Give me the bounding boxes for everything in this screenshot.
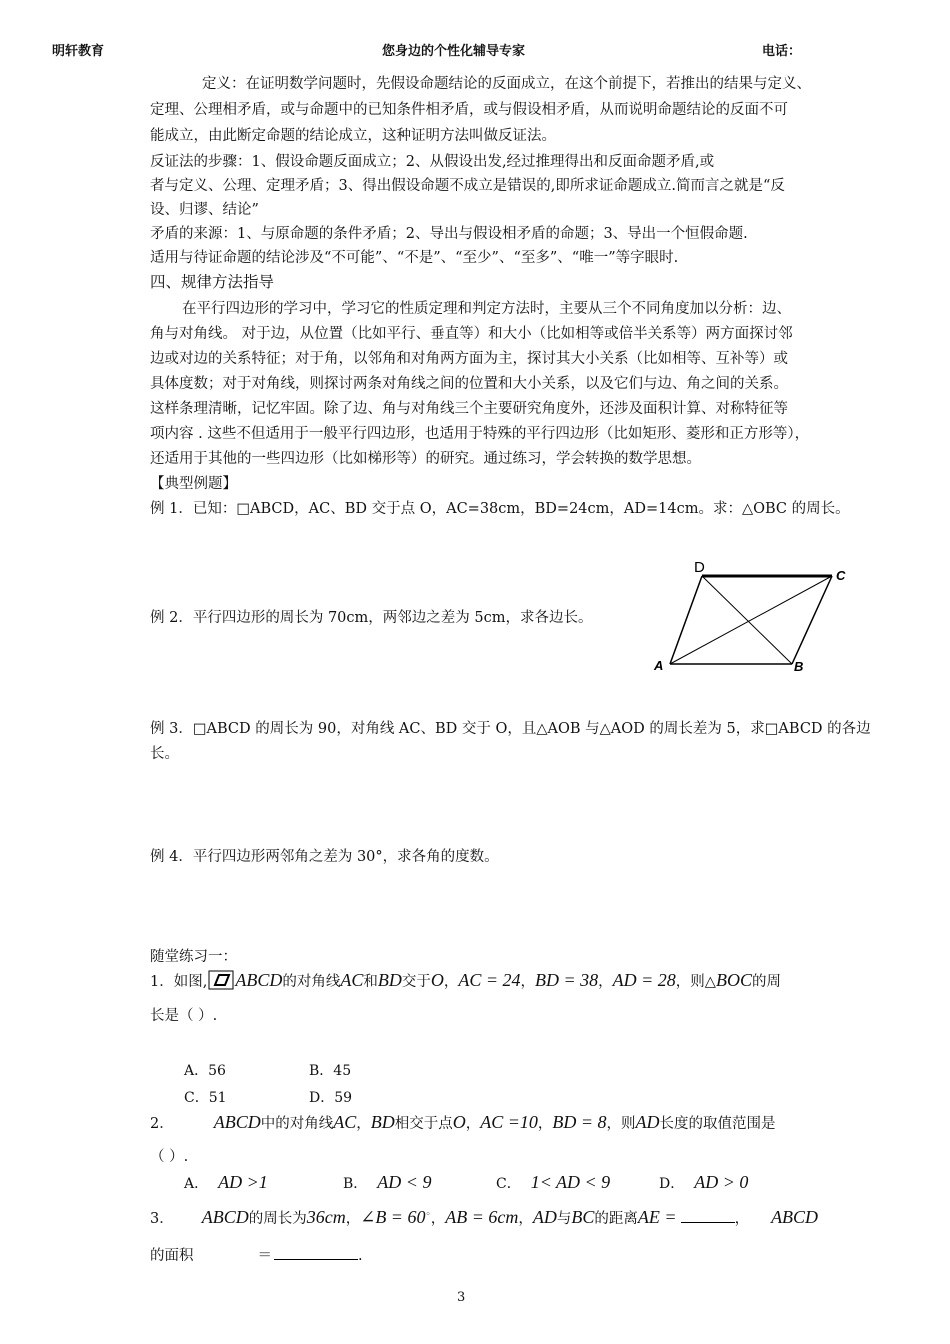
header-left: 明轩教育 [52,44,105,59]
section-4-line-3: 边或对边的关系特征；对于角，以邻角和对角两方面为主，探讨其大小关系（比如相等、互补等）或 [150,351,788,367]
q2-ad: AD [635,1112,660,1132]
section-4-line-1: 在平行四边形的学习中，学习它的性质定理和判定方法时，主要从三个不同角度加以分析：边、 [182,301,791,317]
q1-option-b[interactable]: B．45 [309,1063,352,1079]
source-line-2: 适用与待证命题的结论涉及“不可能”、“不是”、“至少”、“至多”、“唯一”等字眼时. [150,250,679,266]
q1-bd-value: BD = 38 [535,970,599,990]
q2-ac: AC [333,1112,357,1132]
q1-o: O [430,970,444,990]
examples-heading: 【典型例题】 [150,476,237,492]
steps-line-2: 者与定义、公理、定理矛盾；3、得出假设命题不成立是错误的,即所求证命题成立.简而言之就是“反 [150,178,785,194]
example-1: 例 1．已知：□ABCD，AC、BD 交于点 O，AC=38cm，BD=24cm，AD=14cm。求：△OBC 的周长。 [150,501,850,517]
q2-bd: BD [370,1112,395,1132]
q3-text: ， [518,1211,533,1227]
q1-ac: AC [340,970,364,990]
q2-option-d-label: D． [659,1176,685,1192]
q1-text: ， [520,974,536,990]
q2-option-b-label: B． [343,1176,368,1192]
example-3-line-1: 例 3．□ABCD 的周长为 90，对角线 AC、BD 交于 O，且△AOB 与△AOD 的周长差为 5，求□ABCD 的各边 [150,721,871,737]
q2-option-c-label: C． [496,1176,521,1192]
q2-option-b-value: AD < 9 [377,1172,432,1192]
q3-equals: ＝ [257,1248,272,1264]
q2-number: 2． [150,1116,174,1132]
question-1-line-2: 长是（ ）. [150,1008,218,1024]
example-3-line-2: 长。 [150,746,179,762]
q2-ac-value: AC =10 [480,1112,538,1132]
q1-ad-value: AD = 28 [612,970,676,990]
q3-text: 的距离 [594,1211,638,1227]
section-4-line-5: 这样条理清晰，记忆牢固。除了边、角与对角线三个主要研究角度外，还涉及面积计算、对称特征等 [150,401,788,417]
steps-line-3: 设、归谬、结论” [150,202,259,218]
q2-option-d-value: AD > 0 [694,1172,749,1192]
q1-text: ， [598,974,613,990]
q1-option-c[interactable]: C．51 [184,1090,227,1106]
source-line-1: 矛盾的来源：1、与原命题的条件矛盾；2、导出与假设相矛盾的命题；3、导出一个恒假命题. [150,226,748,242]
q2-text: 中的对角线 [260,1116,334,1132]
q2-option-a[interactable] [184,1172,268,1193]
section-4-line-7: 还适用于其他的一些四边形（比如梯形等）的研究。通过练习，学会转换的数学思想。 [150,451,701,467]
q3-abcd: ABCD [201,1207,249,1227]
q3-area-label: 的面积 [150,1248,194,1264]
q3-abcd-2: ABCD [771,1207,819,1227]
question-3-line-1 [150,1207,818,1228]
q3-text: 与 [556,1211,572,1227]
q2-o: O [452,1112,466,1132]
q3-number: 3． [150,1211,174,1227]
q1-text: ，则△ [675,974,716,990]
q3-perimeter: 36cm [306,1207,346,1227]
definition-line-2: 定理、公理相矛盾，或与命题中的已知条件相矛盾，或与假设相矛盾，从而说明命题结论的反面不可 [150,102,788,118]
q1-text: ， [443,974,459,990]
q2-text: 长度的取值范围是 [659,1116,776,1132]
q2-option-c[interactable] [496,1172,610,1193]
q1-ac-value: AC = 24 [458,970,521,990]
q2-text: ， [356,1116,371,1132]
q1-option-a[interactable]: A．56 [184,1063,226,1079]
q1-text: 和 [363,974,378,990]
steps-line-1: 反证法的步骤：1、假设命题反面成立；2、从假设出发,经过推理得出和反面命题矛盾,或 [150,154,715,170]
q2-option-b[interactable] [343,1172,431,1193]
q1-text: 交于 [401,974,431,990]
side-ad [670,576,702,664]
q2-option-a-label: A． [184,1176,209,1192]
label-d: D [694,559,705,576]
example-4: 例 4．平行四边形两邻角之差为 30°，求各角的度数。 [150,849,499,865]
definition-line-3: 能成立，由此断定命题的结论成立，这种证明方法叫做反证法。 [150,128,556,144]
degree-icon: ◦ [425,1210,431,1221]
q3-text: ， [430,1211,446,1227]
q1-boc: BOC [715,970,752,990]
q3-period: . [358,1248,363,1264]
example-2: 例 2．平行四边形的周长为 70cm，两邻边之差为 5cm，求各边长。 [150,610,593,626]
section-4-title: 四、规律方法指导 [150,273,275,291]
q1-abcd: ABCD [235,970,283,990]
section-4-line-6: 项内容 . 这些不但适用于一般平行四边形，也适用于特殊的平行四边形（比如矩形、菱形和正方形等）， [150,426,810,442]
section-4-line-2: 角与对角线。 对于边，从位置（比如平行、垂直等）和大小（比如相等或倍半关系等）两方面探讨邻 [150,326,793,342]
q1-option-d[interactable]: D．59 [309,1090,353,1106]
q2-option-a-value: AD >1 [218,1172,268,1192]
q2-text: ， [537,1116,553,1132]
q2-abcd: ABCD [213,1112,261,1132]
header-center: 您身边的个性化辅导专家 [382,44,526,59]
label-c: C [836,568,846,583]
q3-answer-blank-ae[interactable] [681,1222,735,1223]
q2-option-c-value: 1< AD < 9 [530,1172,611,1192]
diagonal-bd [702,576,792,664]
q1-bd: BD [377,970,402,990]
side-bc [792,576,832,664]
q3-angle-b: ∠B = 60 [360,1207,426,1227]
section-4-line-4: 具体度数；对于对角线，则探讨两条对角线之间的位置和大小关系，以及它们与边、角之间的关系。 [150,376,788,392]
parallelogram-figure [650,556,860,676]
q3-answer-blank-area[interactable] [274,1259,358,1260]
question-3-line-2 [150,1244,363,1265]
q3-text: ， [734,1211,750,1227]
definition-line-1: 定义：在证明数学问题时，先假设命题结论的反面成立，在这个前提下，若推出的结果与定义、 [202,76,811,92]
q1-text: 的对角线 [282,974,341,990]
q1-number: 1．如图, [150,974,208,990]
q3-text: ， [345,1211,361,1227]
q2-text: ， [465,1116,481,1132]
q3-ad: AD [532,1207,557,1227]
q3-ae: AE = [637,1207,677,1227]
label-a: A [654,658,664,673]
q3-bc: BC [571,1207,595,1227]
q2-text: 相交于点 [394,1116,453,1132]
label-b: B [794,659,804,674]
q2-bd-value: BD = 8 [552,1112,607,1132]
question-2-line-2: （ ）. [150,1149,189,1165]
parallelogram-symbol-icon [208,970,234,994]
question-1-line-1 [150,970,781,994]
q3-ab: AB = 6cm [445,1207,519,1227]
practice-title: 随堂练习一： [150,949,237,965]
header-right: 电话： [762,44,802,59]
q1-text: 的周 [751,974,781,990]
diagonal-ac [670,576,832,664]
q2-text: ，则 [606,1116,636,1132]
q2-option-d[interactable] [659,1172,748,1193]
q3-text: 的周长为 [248,1211,307,1227]
page-number: 3 [457,1290,466,1305]
question-2-line-1 [150,1112,776,1133]
